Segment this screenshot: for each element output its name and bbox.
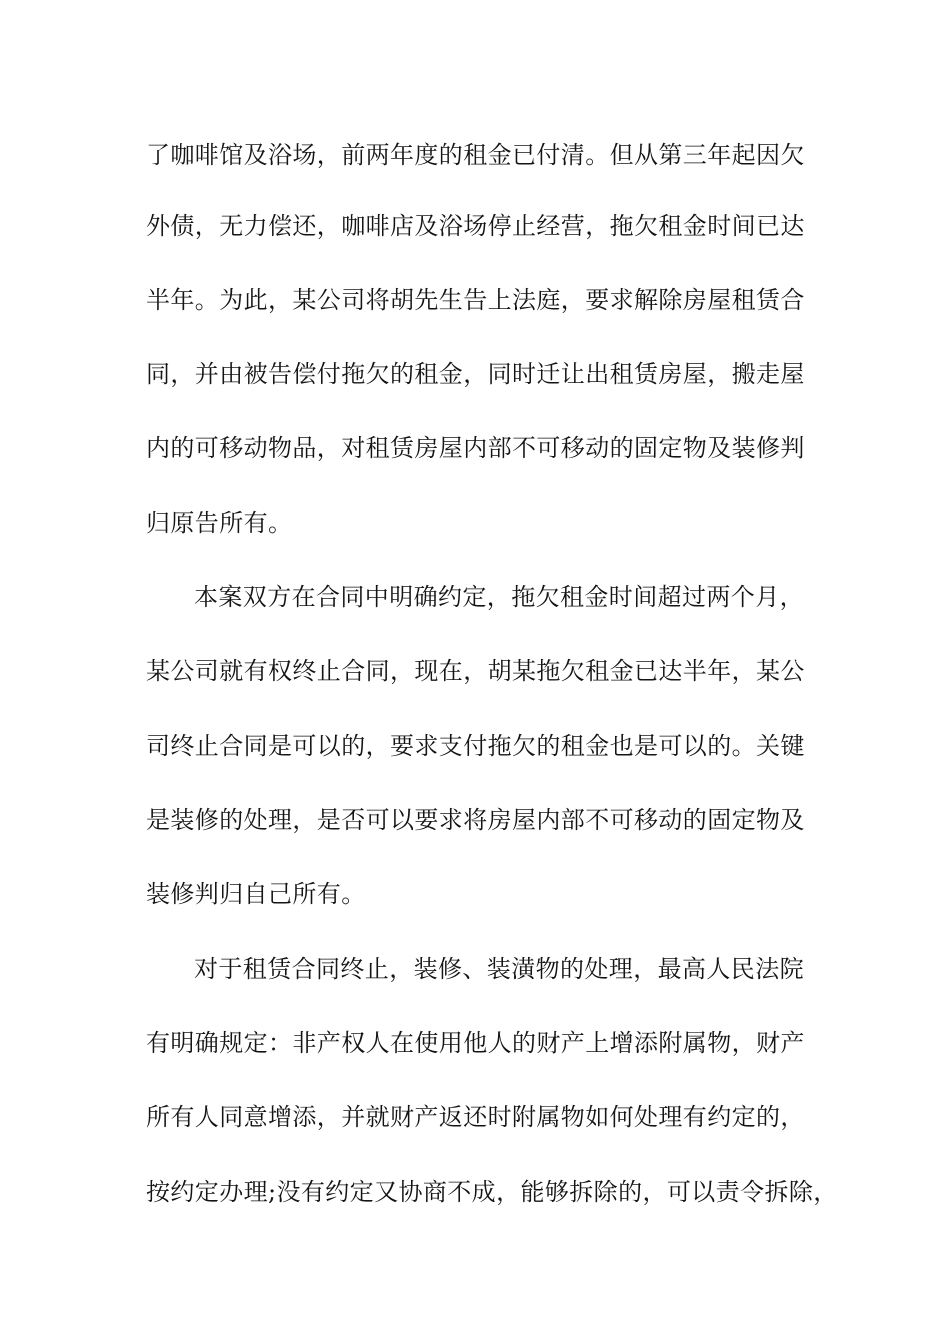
text-line: 司终止合同是可以的，要求支付拖欠的租金也是可以的。关键	[146, 732, 805, 760]
text-line: 所有人同意增添，并就财产返还时附属物如何处理有约定的，	[146, 1103, 805, 1131]
text-line: 半年。为此，某公司将胡先生告上法庭，要求解除房屋租赁合	[146, 286, 805, 314]
text-line: 按约定办理;没有约定又协商不成，能够拆除的，可以责令拆除，	[146, 1178, 838, 1206]
text-line: 同，并由被告偿付拖欠的租金，同时迁让出租赁房屋，搬走屋	[146, 360, 805, 388]
text-line: 归原告所有。	[146, 509, 293, 537]
text-line: 了咖啡馆及浴场，前两年度的租金已付清。但从第三年起因欠	[146, 141, 805, 169]
text-line: 外债，无力偿还，咖啡店及浴场停止经营，拖欠租金时间已达	[146, 212, 805, 240]
text-line: 内的可移动物品，对租赁房屋内部不可移动的固定物及装修判	[146, 434, 805, 462]
text-line: 是装修的处理，是否可以要求将房屋内部不可移动的固定物及	[146, 806, 805, 834]
text-line: 装修判归自己所有。	[146, 880, 366, 908]
text-line: 某公司就有权终止合同，现在，胡某拖欠租金已达半年，某公	[146, 657, 805, 685]
text-line: 有明确规定：非产权人在使用他人的财产上增添附属物，财产	[146, 1029, 805, 1057]
paragraph-first-line: 本案双方在合同中明确约定，拖欠租金时间超过两个月，	[194, 583, 804, 611]
paragraph-first-line: 对于租赁合同终止，装修、装潢物的处理，最高人民法院	[194, 955, 804, 983]
